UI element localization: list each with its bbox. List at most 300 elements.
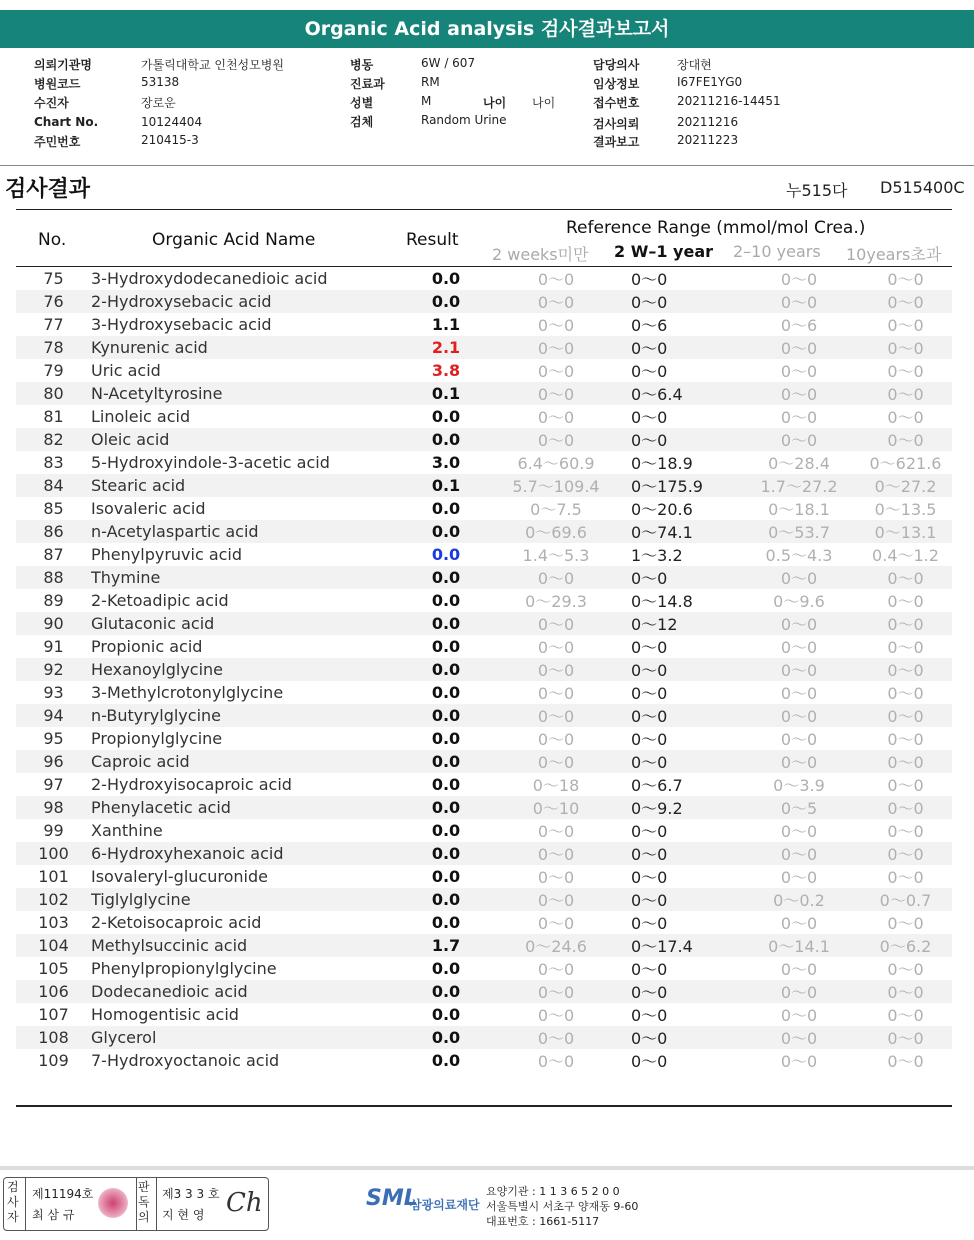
result-value: 0.0	[431, 821, 461, 840]
ref-10years: 0～0	[887, 638, 924, 657]
result-value: 0.0	[411, 566, 481, 589]
ref-10years: 0～0	[887, 960, 924, 979]
table-row	[16, 980, 952, 1003]
acid-name: Glycerol	[91, 1026, 411, 1049]
ref-10years: 0～0	[859, 704, 952, 727]
result-value: 0.0	[431, 867, 461, 886]
info-value: 장대현	[677, 58, 712, 72]
result-value: 0.0	[411, 290, 481, 313]
table-row	[16, 612, 952, 635]
ref-2weeks: 0～0	[481, 290, 631, 313]
ref-2weeks: 0～0	[481, 566, 631, 589]
row-no: 75	[43, 269, 64, 288]
ref-2w-1year: 1～3.2	[631, 546, 683, 565]
signature-box	[3, 1177, 269, 1231]
info-label: 검체	[350, 115, 374, 129]
ref-2weeks: 0～0	[481, 1026, 631, 1049]
acid-name: 6-Hydroxyhexanoic acid	[91, 842, 411, 865]
ref-2w-1year: 0～0	[631, 750, 739, 773]
ref-2-10years: 0～0	[739, 704, 859, 727]
section-code-2: D515400C	[880, 178, 965, 197]
sml-logo: SML	[366, 1186, 418, 1211]
acid-name: Propionylglycine	[91, 729, 223, 748]
ref-2weeks: 6.4～60.9	[517, 454, 595, 473]
ref-10years: 0～0	[859, 980, 952, 1003]
ref-10years: 0～0	[887, 730, 924, 749]
info-label: 주민번호	[34, 135, 81, 149]
row-no: 78	[16, 336, 91, 359]
acid-name: 2-Hydroxysebacic acid	[91, 290, 411, 313]
acid-name: Phenylpropionylglycine	[91, 959, 277, 978]
ref-2weeks: 0～7.5	[530, 500, 582, 519]
ref-2w-1year: 0～18.9	[631, 454, 693, 473]
info-label: 진료과	[350, 77, 385, 91]
result-value: 0.0	[411, 842, 481, 865]
ref-10years: 0～13.1	[859, 520, 952, 543]
ref-2w-1year: 0～0	[631, 842, 739, 865]
acid-name: Caproic acid	[91, 750, 411, 773]
acid-name: Thymine	[91, 566, 411, 589]
ref-10years: 0～0	[887, 1006, 924, 1025]
ref-2-10years: 0～0	[739, 1026, 859, 1049]
ref-2-10years: 0～5	[739, 796, 859, 819]
row-no: 106	[16, 980, 91, 1003]
ref-2w-1year: 0～0	[631, 1026, 739, 1049]
table-header	[16, 214, 952, 266]
row-no: 102	[16, 888, 91, 911]
ref-2-10years: 0～3.9	[773, 776, 825, 795]
ref-2weeks: 0～0	[537, 362, 575, 381]
row-no: 79	[43, 361, 64, 380]
ref-2weeks: 0～0	[481, 336, 631, 359]
ref-2-10years: 0～0	[780, 730, 818, 749]
acid-name: Methylsuccinic acid	[91, 934, 411, 957]
info-value: Random Urine	[421, 113, 507, 127]
acid-name: Uric acid	[91, 361, 161, 380]
result-value: 0.1	[411, 382, 481, 405]
result-value: 0.0	[431, 545, 461, 564]
ref-2w-1year: 0～0	[631, 960, 668, 979]
acid-name: Linoleic acid	[91, 407, 191, 426]
table-row	[16, 520, 952, 543]
approver-name: 지 현 영	[162, 1208, 205, 1222]
row-no: 107	[38, 1005, 69, 1024]
acid-name: 3-Hydroxydodecanedioic acid	[91, 269, 328, 288]
ref-10years: 0～0.7	[859, 888, 952, 911]
ref-2-10years: 0～6	[780, 316, 818, 335]
table-row	[16, 750, 952, 773]
info-label: 병원코드	[34, 77, 81, 91]
result-value: 3.8	[431, 361, 461, 380]
acid-name: 2-Ketoisocaproic acid	[91, 913, 262, 932]
ref-2w-1year: 0～0	[631, 914, 668, 933]
table-row	[16, 1026, 952, 1049]
ref-2-10years: 0～0	[739, 428, 859, 451]
ref-10years: 0～0	[887, 868, 924, 887]
acid-name: 3-Hydroxysebacic acid	[91, 315, 272, 334]
ref-10years: 0.4～1.2	[872, 546, 939, 565]
patient-info	[0, 52, 974, 166]
ref-2w-1year: 0～6.4	[631, 382, 739, 405]
result-value: 0.0	[411, 704, 481, 727]
result-value: 0.0	[431, 1005, 461, 1024]
header-no: No.	[38, 230, 67, 250]
info-label: 수진자	[34, 96, 69, 110]
row-no: 81	[43, 407, 64, 426]
table-row	[16, 704, 952, 727]
row-no: 85	[43, 499, 64, 518]
approver-license: 제3 3 3 호	[162, 1187, 220, 1201]
ref-2-10years: 0～0	[780, 270, 818, 289]
ref-2-10years: 0～0	[739, 566, 859, 589]
table-row	[16, 359, 952, 382]
ref-2-10years: 0～0	[739, 658, 859, 681]
info-label: 임상정보	[593, 77, 640, 91]
ref-2weeks: 0～0	[481, 658, 631, 681]
tester-label: 검사자	[7, 1180, 19, 1224]
info-value: 53138	[141, 75, 180, 89]
info-value: 가톨릭대학교 인천성모병원	[141, 58, 284, 72]
acid-name: Propionic acid	[91, 637, 203, 656]
ref-2weeks: 0～0	[537, 822, 575, 841]
row-no: 103	[38, 913, 69, 932]
ref-2-10years: 0～0	[739, 382, 859, 405]
acid-name: 2-Ketoadipic acid	[91, 591, 229, 610]
table-row	[16, 1049, 952, 1072]
result-value: 0.0	[411, 1026, 481, 1049]
header-name: Organic Acid Name	[152, 230, 316, 250]
ref-2weeks: 0～0	[537, 730, 575, 749]
ref-2w-1year: 0～6.7	[631, 776, 683, 795]
ref-2w-1year: 0～0	[631, 868, 668, 887]
result-value: 1.7	[411, 934, 481, 957]
ref-2-10years: 0～0	[739, 290, 859, 313]
table-row	[16, 313, 952, 336]
lab-location: 서울특별시 서초구 양재동 9-60	[486, 1200, 639, 1213]
ref-2weeks: 0～0	[537, 868, 575, 887]
table-row	[16, 727, 952, 750]
ref-2-10years: 0～0	[780, 638, 818, 657]
ref-2weeks: 0～0	[537, 270, 575, 289]
ref-2-10years: 0～0	[780, 914, 818, 933]
table-row	[16, 635, 952, 658]
ref-2-10years: 0～0	[739, 980, 859, 1003]
ref-2w-1year: 0～0	[631, 980, 739, 1003]
ref-2w-1year: 0～9.2	[631, 796, 739, 819]
info-label: Chart No.	[34, 115, 99, 129]
ref-2-10years: 0～0	[780, 822, 818, 841]
acid-name: N-Acetyltyrosine	[91, 382, 411, 405]
lab-address	[486, 1184, 638, 1229]
acid-name: Stearic acid	[91, 474, 411, 497]
acid-name: 5-Hydroxyindole-3-acetic acid	[91, 453, 330, 472]
row-no: 82	[16, 428, 91, 451]
row-no: 96	[16, 750, 91, 773]
info-value: 20211216-14451	[677, 94, 781, 108]
ref-2-10years: 0～14.1	[739, 934, 859, 957]
ref-2weeks: 0～0	[537, 638, 575, 657]
result-value: 0.0	[411, 980, 481, 1003]
result-value: 2.1	[411, 336, 481, 359]
section-title: 검사결과	[5, 177, 91, 202]
ref-2weeks: 0～0	[537, 684, 575, 703]
acid-name: Hexanoylglycine	[91, 658, 411, 681]
footer-divider	[0, 1166, 974, 1170]
section-code-1: 누515다	[786, 181, 848, 200]
acid-name: Glutaconic acid	[91, 612, 411, 635]
ref-2-10years: 0～0	[739, 612, 859, 635]
header-ref-sub: 2 weeks미만	[492, 245, 589, 264]
ref-2w-1year: 0～0	[631, 730, 668, 749]
row-no: 95	[43, 729, 64, 748]
table-row	[16, 497, 952, 520]
row-no: 89	[43, 591, 64, 610]
ref-10years: 0～0	[859, 796, 952, 819]
row-no: 97	[43, 775, 64, 794]
info-label: 접수번호	[593, 96, 640, 110]
row-no: 101	[38, 867, 69, 886]
divider	[16, 209, 952, 210]
header-result: Result	[406, 230, 459, 250]
row-no: 99	[43, 821, 64, 840]
acid-name: Phenylacetic acid	[91, 796, 411, 819]
ref-2weeks: 0～0	[537, 316, 575, 335]
ref-2w-1year: 0～0	[631, 270, 668, 289]
info-value: 장로운	[141, 96, 176, 110]
acid-name: 3-Methylcrotonylglycine	[91, 683, 284, 702]
info-label: 의뢰기관명	[34, 58, 92, 72]
table-row	[16, 819, 952, 842]
ref-2w-1year: 0～0	[631, 428, 739, 451]
table-row	[16, 336, 952, 359]
row-no: 83	[43, 453, 64, 472]
ref-2-10years: 0～18.1	[768, 500, 830, 519]
ref-2weeks: 0～0	[481, 980, 631, 1003]
ref-2weeks: 0～0	[537, 960, 575, 979]
ref-10years: 0～621.6	[869, 454, 942, 473]
info-label: 성별	[350, 96, 374, 110]
ref-10years: 0～6.2	[859, 934, 952, 957]
result-value: 0.0	[411, 888, 481, 911]
ref-10years: 0～27.2	[859, 474, 952, 497]
result-value: 0.0	[431, 913, 461, 932]
ref-2weeks: 0～69.6	[481, 520, 631, 543]
results-table	[16, 267, 952, 1072]
acid-name: Dodecanedioic acid	[91, 980, 411, 1003]
table-row	[16, 290, 952, 313]
report-title: Organic Acid analysis 검사결과보고서	[0, 10, 974, 48]
ref-2weeks: 0～0	[537, 1006, 575, 1025]
row-no: 108	[16, 1026, 91, 1049]
ref-2weeks: 0～0	[537, 914, 575, 933]
ref-2weeks: 0～18	[532, 776, 580, 795]
ref-2weeks: 0～10	[481, 796, 631, 819]
ref-2w-1year: 0～0	[631, 684, 668, 703]
row-no: 77	[43, 315, 64, 334]
lab-phone: 대표번호 : 1661-5117	[486, 1215, 600, 1228]
ref-2weeks: 0～0	[481, 428, 631, 451]
row-no: 80	[16, 382, 91, 405]
acid-name: Phenylpyruvic acid	[91, 545, 243, 564]
ref-10years: 0～0	[859, 658, 952, 681]
ref-2weeks: 0～29.3	[525, 592, 587, 611]
ref-2-10years: 0～0	[780, 868, 818, 887]
table-row	[16, 451, 952, 474]
result-value: 0.0	[431, 1051, 461, 1070]
ref-2w-1year: 0～0	[631, 408, 668, 427]
ref-2-10years: 0～53.7	[739, 520, 859, 543]
ref-10years: 0～0	[887, 1052, 924, 1071]
result-value: 0.0	[411, 520, 481, 543]
table-row	[16, 382, 952, 405]
row-no: 104	[16, 934, 91, 957]
ref-10years: 0～0	[887, 316, 924, 335]
tester-license: 제11194호	[32, 1187, 94, 1201]
row-no: 109	[38, 1051, 69, 1070]
sml-logo-sub: 삼광의료재단	[410, 1198, 480, 1212]
ref-2-10years: 0～0	[780, 362, 818, 381]
ref-2w-1year: 0～17.4	[631, 934, 739, 957]
ref-10years: 0～0	[859, 428, 952, 451]
ref-2w-1year: 0～0	[631, 290, 739, 313]
table-row	[16, 405, 952, 428]
ref-2weeks: 0～0	[481, 842, 631, 865]
info-label: 담당의사	[593, 58, 640, 72]
result-value: 0.0	[431, 775, 461, 794]
table-row	[16, 474, 952, 497]
signature: Ch	[226, 1188, 263, 1218]
ref-2w-1year: 0～12	[631, 612, 739, 635]
header-ref-sub: 2 W–1 year	[614, 242, 714, 261]
divider	[16, 1105, 952, 1107]
table-row	[16, 681, 952, 704]
ref-2-10years: 1.7～27.2	[739, 474, 859, 497]
ref-2w-1year: 0～74.1	[631, 520, 739, 543]
ref-2-10years: 0～0.2	[739, 888, 859, 911]
ref-2weeks: 1.4～5.3	[522, 546, 590, 565]
ref-2weeks: 0～0	[481, 612, 631, 635]
result-value: 0.0	[431, 683, 461, 702]
ref-10years: 0～0	[887, 408, 924, 427]
table-row	[16, 842, 952, 865]
info-label: 검사의뢰	[593, 117, 640, 131]
ref-10years: 0～0	[859, 612, 952, 635]
result-value: 0.0	[411, 750, 481, 773]
row-no: 76	[16, 290, 91, 313]
ref-2w-1year: 0～0	[631, 658, 739, 681]
acid-name: 2-Hydroxyisocaproic acid	[91, 775, 292, 794]
acid-name: Kynurenic acid	[91, 336, 411, 359]
ref-2w-1year: 0～0	[631, 822, 668, 841]
row-no: 86	[16, 520, 91, 543]
info-value: 10124404	[141, 115, 203, 129]
ref-2w-1year: 0～0	[631, 1052, 668, 1071]
result-value: 0.0	[431, 499, 461, 518]
ref-10years: 0～0	[887, 270, 924, 289]
table-row	[16, 267, 952, 290]
info-value: 20211216	[677, 115, 739, 129]
ref-2-10years: 0～0	[780, 408, 818, 427]
acid-name: Tiglylglycine	[91, 888, 411, 911]
info-value: 20211223	[677, 133, 739, 147]
ref-10years: 0～0	[859, 1026, 952, 1049]
lab-code: 요양기관 : 1 1 3 6 5 2 0 0	[486, 1185, 620, 1198]
ref-2-10years: 0.5～4.3	[765, 546, 833, 565]
result-value: 0.1	[411, 474, 481, 497]
header-ref-sub: 2–10 years	[733, 242, 821, 261]
ref-10years: 0～0	[859, 750, 952, 773]
acid-name: Oleic acid	[91, 428, 411, 451]
result-value: 0.0	[431, 637, 461, 656]
acid-name: Isovaleryl-glucuronide	[91, 867, 268, 886]
age-value: 나이	[532, 96, 556, 110]
ref-2-10years: 0～0	[780, 1006, 818, 1025]
acid-name: n-Acetylaspartic acid	[91, 520, 411, 543]
header-ref-sub: 10years초과	[846, 245, 942, 264]
info-value: 6W / 607	[421, 56, 476, 70]
info-value: I67FE1YG0	[677, 75, 743, 89]
table-row	[16, 865, 952, 888]
ref-2weeks: 0～0	[481, 382, 631, 405]
ref-2w-1year: 0～0	[631, 1006, 668, 1025]
ref-2w-1year: 0～0	[631, 888, 739, 911]
row-no: 87	[43, 545, 64, 564]
result-value: 1.1	[431, 315, 461, 334]
ref-2weeks: 0～0	[481, 888, 631, 911]
ref-10years: 0～0	[887, 822, 924, 841]
ref-10years: 0～0	[887, 362, 924, 381]
info-label: 병동	[350, 58, 374, 72]
row-no: 105	[38, 959, 69, 978]
info-label: 결과보고	[593, 135, 640, 149]
row-no: 92	[16, 658, 91, 681]
table-row	[16, 911, 952, 934]
table-row	[16, 658, 952, 681]
table-row	[16, 1003, 952, 1026]
acid-name: 7-Hydroxyoctanoic acid	[91, 1051, 280, 1070]
table-row	[16, 796, 952, 819]
ref-10years: 0～0	[887, 592, 924, 611]
ref-10years: 0～0	[859, 566, 952, 589]
table-row	[16, 888, 952, 911]
result-value: 0.0	[411, 612, 481, 635]
ref-2weeks: 0～0	[481, 750, 631, 773]
ref-2w-1year: 0～14.8	[631, 592, 693, 611]
result-value: 0.0	[411, 796, 481, 819]
ref-2w-1year: 0～0	[631, 336, 739, 359]
ref-2-10years: 0～9.6	[773, 592, 825, 611]
ref-2w-1year: 0～0	[631, 704, 739, 727]
ref-2-10years: 0～0	[780, 1052, 818, 1071]
ref-2weeks: 5.7～109.4	[481, 474, 631, 497]
row-no: 94	[16, 704, 91, 727]
approver-label: 판독의	[138, 1180, 150, 1224]
table-row	[16, 957, 952, 980]
table-row	[16, 589, 952, 612]
ref-2weeks: 0～0	[537, 408, 575, 427]
stamp-icon	[98, 1188, 128, 1218]
tester-name: 최 삼 규	[32, 1208, 75, 1222]
divider	[0, 165, 974, 166]
table-row	[16, 543, 952, 566]
table-row	[16, 773, 952, 796]
table-row	[16, 934, 952, 957]
ref-10years: 0～0	[859, 382, 952, 405]
ref-2-10years: 0～0	[739, 336, 859, 359]
row-no: 84	[16, 474, 91, 497]
row-no: 90	[16, 612, 91, 635]
ref-10years: 0～0	[887, 914, 924, 933]
